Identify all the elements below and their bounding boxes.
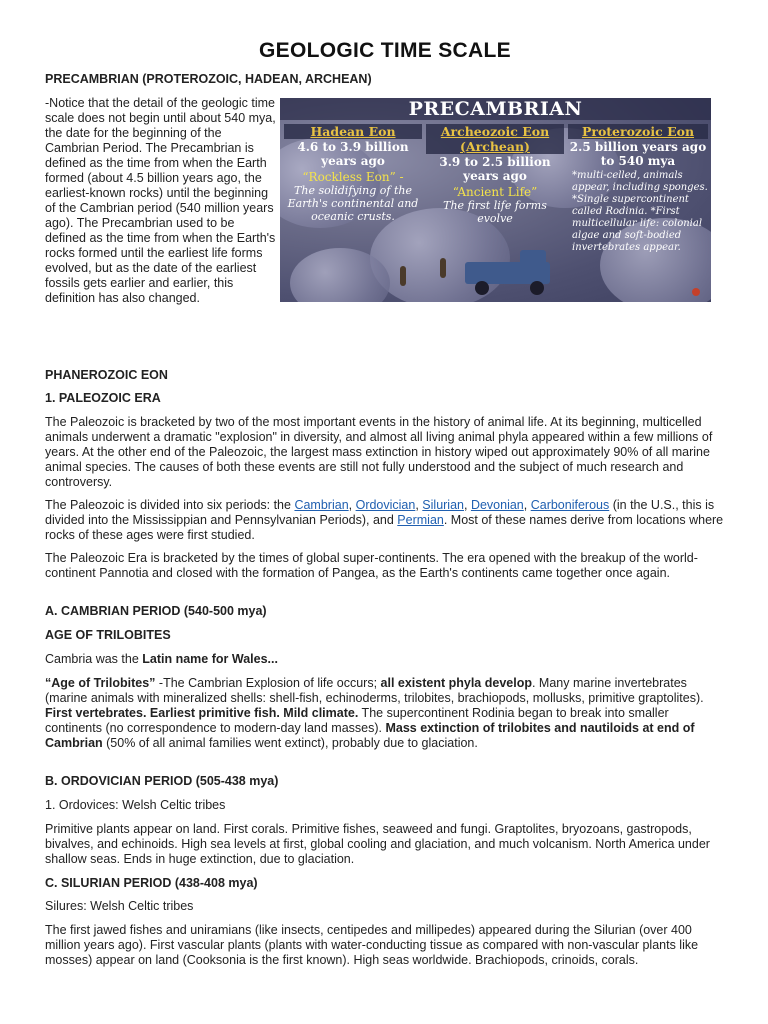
text-span: , <box>463 498 471 512</box>
eon-nickname: “Rockless Eon” - <box>302 170 404 184</box>
text-span: (50% of all animal families went extinct), probably due to glaciation. <box>102 736 478 750</box>
bold-text: Mass extinction of trilobites and nautiloids at end of Cambrian <box>45 721 695 750</box>
silurian-note: Silures: Welsh Celtic tribes <box>45 899 194 913</box>
precambrian-heading: PRECAMBRIAN (PROTEROZOIC, HADEAN, ARCHEAN) <box>45 72 372 86</box>
text-span: The supercontinent Rodinia began to break into smaller continents (no correspondence to modern-day land masses). <box>45 706 669 735</box>
text-span: Cambria was the <box>45 652 143 666</box>
silurian-heading: C. SILURIAN PERIOD (438-408 mya) <box>45 876 258 890</box>
text-span: -The Cambrian Explosion of life occurs; <box>155 676 381 690</box>
eon-description: The solidifying of the Earth's continental and oceanic crusts. <box>287 184 419 223</box>
text-span: The Paleozoic is divided into six periods: the <box>45 498 295 512</box>
page-title: GEOLOGIC TIME SCALE <box>259 39 511 62</box>
text-span: . Most of these names derive from locations where rocks of these ages were first studied. <box>45 513 724 542</box>
cambrian-latin-note <box>45 652 725 667</box>
cambrian-paragraph <box>45 676 725 751</box>
paleozoic-paragraph-1: The Paleozoic is bracketed by two of the most important events in the history of animal life. At its beginning, multicelled animals underwent a dramatic "explosion" in diversity, and almost all living animal phyla appeared within a few millions of years. At the other end of the Paleozoic, the largest mass extinction in history wiped out approximately 90% of all marine animal species. The causes of both these events are still not fully understood and the subject of much research and controversy. <box>45 415 713 489</box>
cambrian-heading: A. CAMBRIAN PERIOD (540-500 mya) <box>45 604 267 618</box>
bold-text: “Age of Trilobites” <box>45 676 156 690</box>
text-span: , <box>415 498 423 512</box>
eon-description: *multi-celled, animals appear, including sponges. *Single supercontinent called Rodinia. *First multicellular life: colonial algae and soft-bodied invertebrates appear. <box>572 170 708 253</box>
proterozoic-eon-panel <box>568 124 708 294</box>
eon-name: Archeozoic Eon (Archean) <box>426 124 564 154</box>
eon-name: Hadean Eon <box>284 124 422 139</box>
eon-description: The first life forms evolve <box>443 199 547 225</box>
ordovician-paragraph: Primitive plants appear on land. First corals. Primitive fishes, seaweed and fungi. Graptolites, bryozoans, gastropods, bivalves, and echinoids. High sea levels at first, global cooling and glaciation, and much volcanism. North America under shallow seas. Ends in huge extinction, due to glaciation. <box>45 822 710 866</box>
infographic-banner: PRECAMBRIAN <box>280 98 711 120</box>
silurian-paragraph: The first jawed fishes and uniramians (like insects, centipedes and millipedes) appeared during the Silurian (over 400 million years ago). First vascular plants (plants with water-conducting tissue as compared with non-vascular plants like mosses) appear on land (Cooksonia is the first known). High seas worldwide. Brachiopods, crinoids, corals. <box>45 923 699 967</box>
link-cambrian[interactable]: Cambrian <box>294 498 349 512</box>
bold-text: all existent phyla develop <box>380 676 532 690</box>
cambrian-subheading: AGE OF TRILOBITES <box>45 628 171 642</box>
eon-range: 3.9 to 2.5 billion years ago <box>439 155 551 183</box>
wheel-illustration <box>530 281 544 295</box>
text-span: (in the U.S., this is divided into the Mississippian and Pennsylvanian Periods), and <box>45 498 715 527</box>
ordovician-note: 1. Ordovices: Welsh Celtic tribes <box>45 798 226 812</box>
bold-text: Latin name for Wales... <box>142 652 278 666</box>
eon-name: Proterozoic Eon <box>568 124 708 139</box>
paleozoic-heading: 1. PALEOZOIC ERA <box>45 391 161 405</box>
bold-text: First vertebrates. Earliest primitive fish. Mild climate. <box>45 706 359 720</box>
precambrian-infographic <box>280 98 711 302</box>
paleozoic-paragraph-2 <box>45 498 725 543</box>
link-devonian[interactable]: Devonian <box>470 498 524 512</box>
wheel-illustration <box>475 281 489 295</box>
link-ordovician[interactable]: Ordovician <box>355 498 416 512</box>
paleozoic-paragraph-3: The Paleozoic Era is bracketed by the times of global super-continents. The era opened with the breakup of the world-continent Pannotia and closed with the formation of Pangea, as the Earth's continents came together once again. <box>45 551 698 580</box>
person-illustration <box>440 258 446 278</box>
link-permian[interactable]: Permian <box>397 513 444 527</box>
ordovician-heading: B. ORDOVICIAN PERIOD (505-438 mya) <box>45 774 279 788</box>
link-carboniferous[interactable]: Carboniferous <box>530 498 610 512</box>
eon-range: 4.6 to 3.9 billion years ago <box>297 140 409 168</box>
text-span: . Many marine invertebrates (marine animals with mineralized shells: shell-fish, echinoderms, trilobites, brachiopods, mollusks, primitive graptolites). <box>45 676 704 705</box>
decorative-dot <box>692 288 700 296</box>
text-span: , <box>348 498 356 512</box>
eon-nickname: “Ancient Life” <box>452 185 538 199</box>
phanerozoic-heading: PHANEROZOIC EON <box>45 368 168 382</box>
precambrian-text: -Notice that the detail of the geologic time scale does not begin until about 540 mya, the date for the beginning of the Cambrian Period. The Precambrian is defined as the time from when the Earth formed (about 4.5 billion years ago, the earliest-known rocks) until the beginning of the Cambrian period (540 million years ago). The Precambrian used to be defined as the time from when the Earth's rocks formed until the earliest life forms evolved, but as the date of the earliest fossils gets earlier and earlier, this definition has also changed. <box>45 96 276 305</box>
text-span: , <box>523 498 531 512</box>
link-silurian[interactable]: Silurian <box>422 498 464 512</box>
person-illustration <box>400 266 406 286</box>
eon-range: 2.5 billion years ago to 540 mya <box>569 140 707 168</box>
